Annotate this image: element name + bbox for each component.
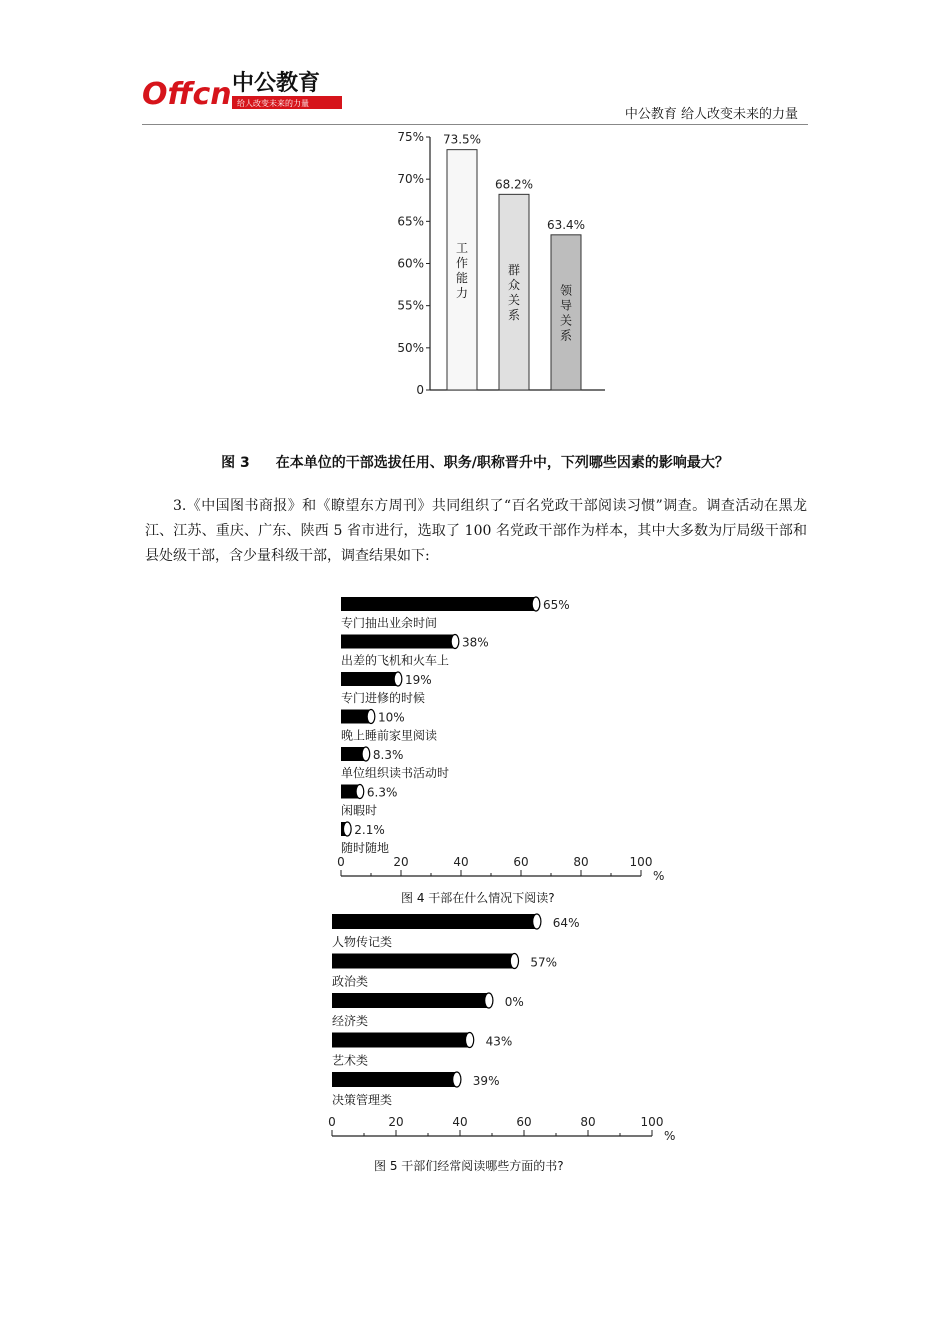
x-tick-label: 100	[629, 855, 653, 869]
x-unit-label: %	[664, 1129, 676, 1143]
bar-value-label: 43%	[485, 1034, 513, 1049]
figure3-caption-number: 图 3	[221, 455, 250, 471]
bar	[332, 914, 537, 929]
bar-end-cap	[532, 597, 540, 611]
bar-value-label: 0%	[504, 995, 524, 1009]
bar-end-cap	[510, 954, 518, 969]
logo-name: 中公教育	[232, 71, 321, 96]
bar-category-char: 作	[455, 255, 469, 270]
bar-value-label: 65%	[543, 598, 570, 612]
figure4-chart	[325, 590, 685, 910]
bar-category-label: 单位组织读书活动时	[341, 766, 450, 780]
chart-caption: 图 4 干部在什么情况下阅读?	[401, 891, 555, 905]
bar	[332, 1033, 470, 1048]
bar	[332, 993, 489, 1008]
bar-category-label	[560, 282, 573, 342]
bar-category-label: 决策管理类	[332, 1093, 393, 1107]
bar-end-cap	[343, 822, 351, 836]
bar-end-cap	[453, 1072, 461, 1087]
bar	[341, 635, 455, 649]
bar-category-label	[508, 263, 520, 322]
x-unit-label: %	[653, 869, 665, 883]
y-tick-label: 75%	[397, 130, 424, 144]
bar-value-label: 19%	[405, 673, 432, 687]
y-tick-label: 0	[416, 383, 424, 397]
bar-category-label: 专门抽出业余时间	[341, 616, 438, 630]
x-tick-label: 80	[573, 855, 589, 869]
bar-category-char: 关	[559, 313, 573, 328]
bar	[332, 954, 514, 969]
x-tick-label: 20	[388, 1115, 404, 1129]
bar-category-label: 经济类	[332, 1014, 369, 1028]
chart-caption: 图 5 干部们经常阅读哪些方面的书?	[374, 1159, 564, 1173]
bar-category-char: 力	[455, 285, 469, 300]
bar-value-label: 38%	[462, 635, 489, 650]
bar-value-label: 73.5%	[442, 132, 482, 147]
x-tick-label: 0	[328, 1115, 336, 1129]
bar-end-cap	[394, 672, 402, 686]
bar-category-char: 关	[507, 293, 521, 308]
x-tick-label: 100	[640, 1115, 664, 1129]
bar-category-char: 群	[507, 263, 521, 278]
bar-value-label: 8.3%	[372, 748, 404, 762]
y-tick-label: 60%	[397, 256, 424, 271]
bar	[341, 672, 398, 686]
bar-end-cap	[533, 914, 541, 929]
bar-end-cap	[465, 1033, 473, 1048]
bar-category-char: 系	[507, 308, 521, 323]
bar-category-char: 导	[559, 298, 573, 313]
y-tick-label: 65%	[397, 214, 424, 229]
bar-value-label: 10%	[378, 710, 405, 725]
bar	[341, 710, 371, 724]
bar-value-label: 64%	[552, 916, 580, 930]
bar-category-char: 系	[559, 328, 573, 343]
figure3-chart	[385, 125, 615, 405]
bar-end-cap	[362, 747, 370, 761]
figure5-chart	[320, 908, 690, 1180]
x-tick-label: 60	[513, 855, 529, 869]
bar-value-label: 2.1%	[354, 823, 385, 837]
survey-paragraph: 3.《中国图书商报》和《瞭望东方周刊》共同组织了“百名党政干部阅读习惯”调查。调查活动在黑龙江、江苏、重庆、广东、陕西 5 省市进行，选取了 100 名党政干部作为样本，其中大多数为厅局级干部和县处级干部，含少量科级干部，调查结果如下:	[145, 498, 807, 564]
bar-category-label: 晚上睡前家里阅读	[341, 728, 438, 743]
bar-category-label: 闲暇时	[341, 803, 378, 818]
bar-category-label: 出差的飞机和火车上	[341, 653, 450, 668]
logo-mark: Offcn	[142, 77, 232, 112]
bar-value-label: 57%	[530, 955, 558, 970]
figure3-caption	[0, 452, 950, 472]
bar-category-label: 随时随地	[341, 841, 390, 855]
bar-value-label: 39%	[472, 1074, 500, 1088]
bar-value-label: 63.4%	[546, 217, 586, 232]
logo-graphic	[140, 68, 360, 118]
bar-category-label: 艺术类	[332, 1053, 369, 1068]
figure3-caption-text: 在本单位的干部选拔任用、职务/职称晋升中，下列哪些因素的影响最大？	[275, 455, 729, 471]
header-slogan: 中公教育 给人改变未来的力量	[624, 107, 798, 122]
x-tick-label: 40	[453, 855, 469, 869]
bar-value-label: 6.3%	[366, 785, 398, 800]
x-tick-label: 0	[337, 855, 345, 869]
bar-category-label: 政治类	[332, 974, 369, 989]
y-tick-label: 55%	[397, 298, 424, 313]
bar-end-cap	[356, 785, 364, 799]
bar	[341, 597, 536, 611]
bar-category-char: 能	[455, 270, 469, 285]
bar-end-cap	[367, 710, 375, 724]
y-tick-label: 70%	[397, 172, 424, 187]
x-tick-label: 40	[452, 1115, 468, 1129]
bar-end-cap	[485, 993, 493, 1008]
bar-category-label	[456, 241, 468, 300]
bar-category-label: 专门进修的时候	[341, 691, 426, 705]
bar-end-cap	[451, 635, 459, 649]
x-tick-label: 60	[516, 1115, 532, 1129]
bar-category-char: 工	[455, 240, 469, 255]
bar-value-label: 68.2%	[494, 177, 534, 192]
bar-category-char: 众	[507, 278, 521, 293]
bar-category-char: 领	[559, 283, 573, 298]
bar-category-label: 人物传记类	[332, 935, 393, 949]
logo-slogan: 给人改变未来的力量	[237, 99, 309, 108]
y-tick-label: 50%	[397, 340, 424, 355]
x-tick-label: 20	[393, 855, 409, 869]
offcn-logo	[140, 68, 360, 118]
bar	[332, 1072, 457, 1087]
x-tick-label: 80	[580, 1115, 596, 1129]
